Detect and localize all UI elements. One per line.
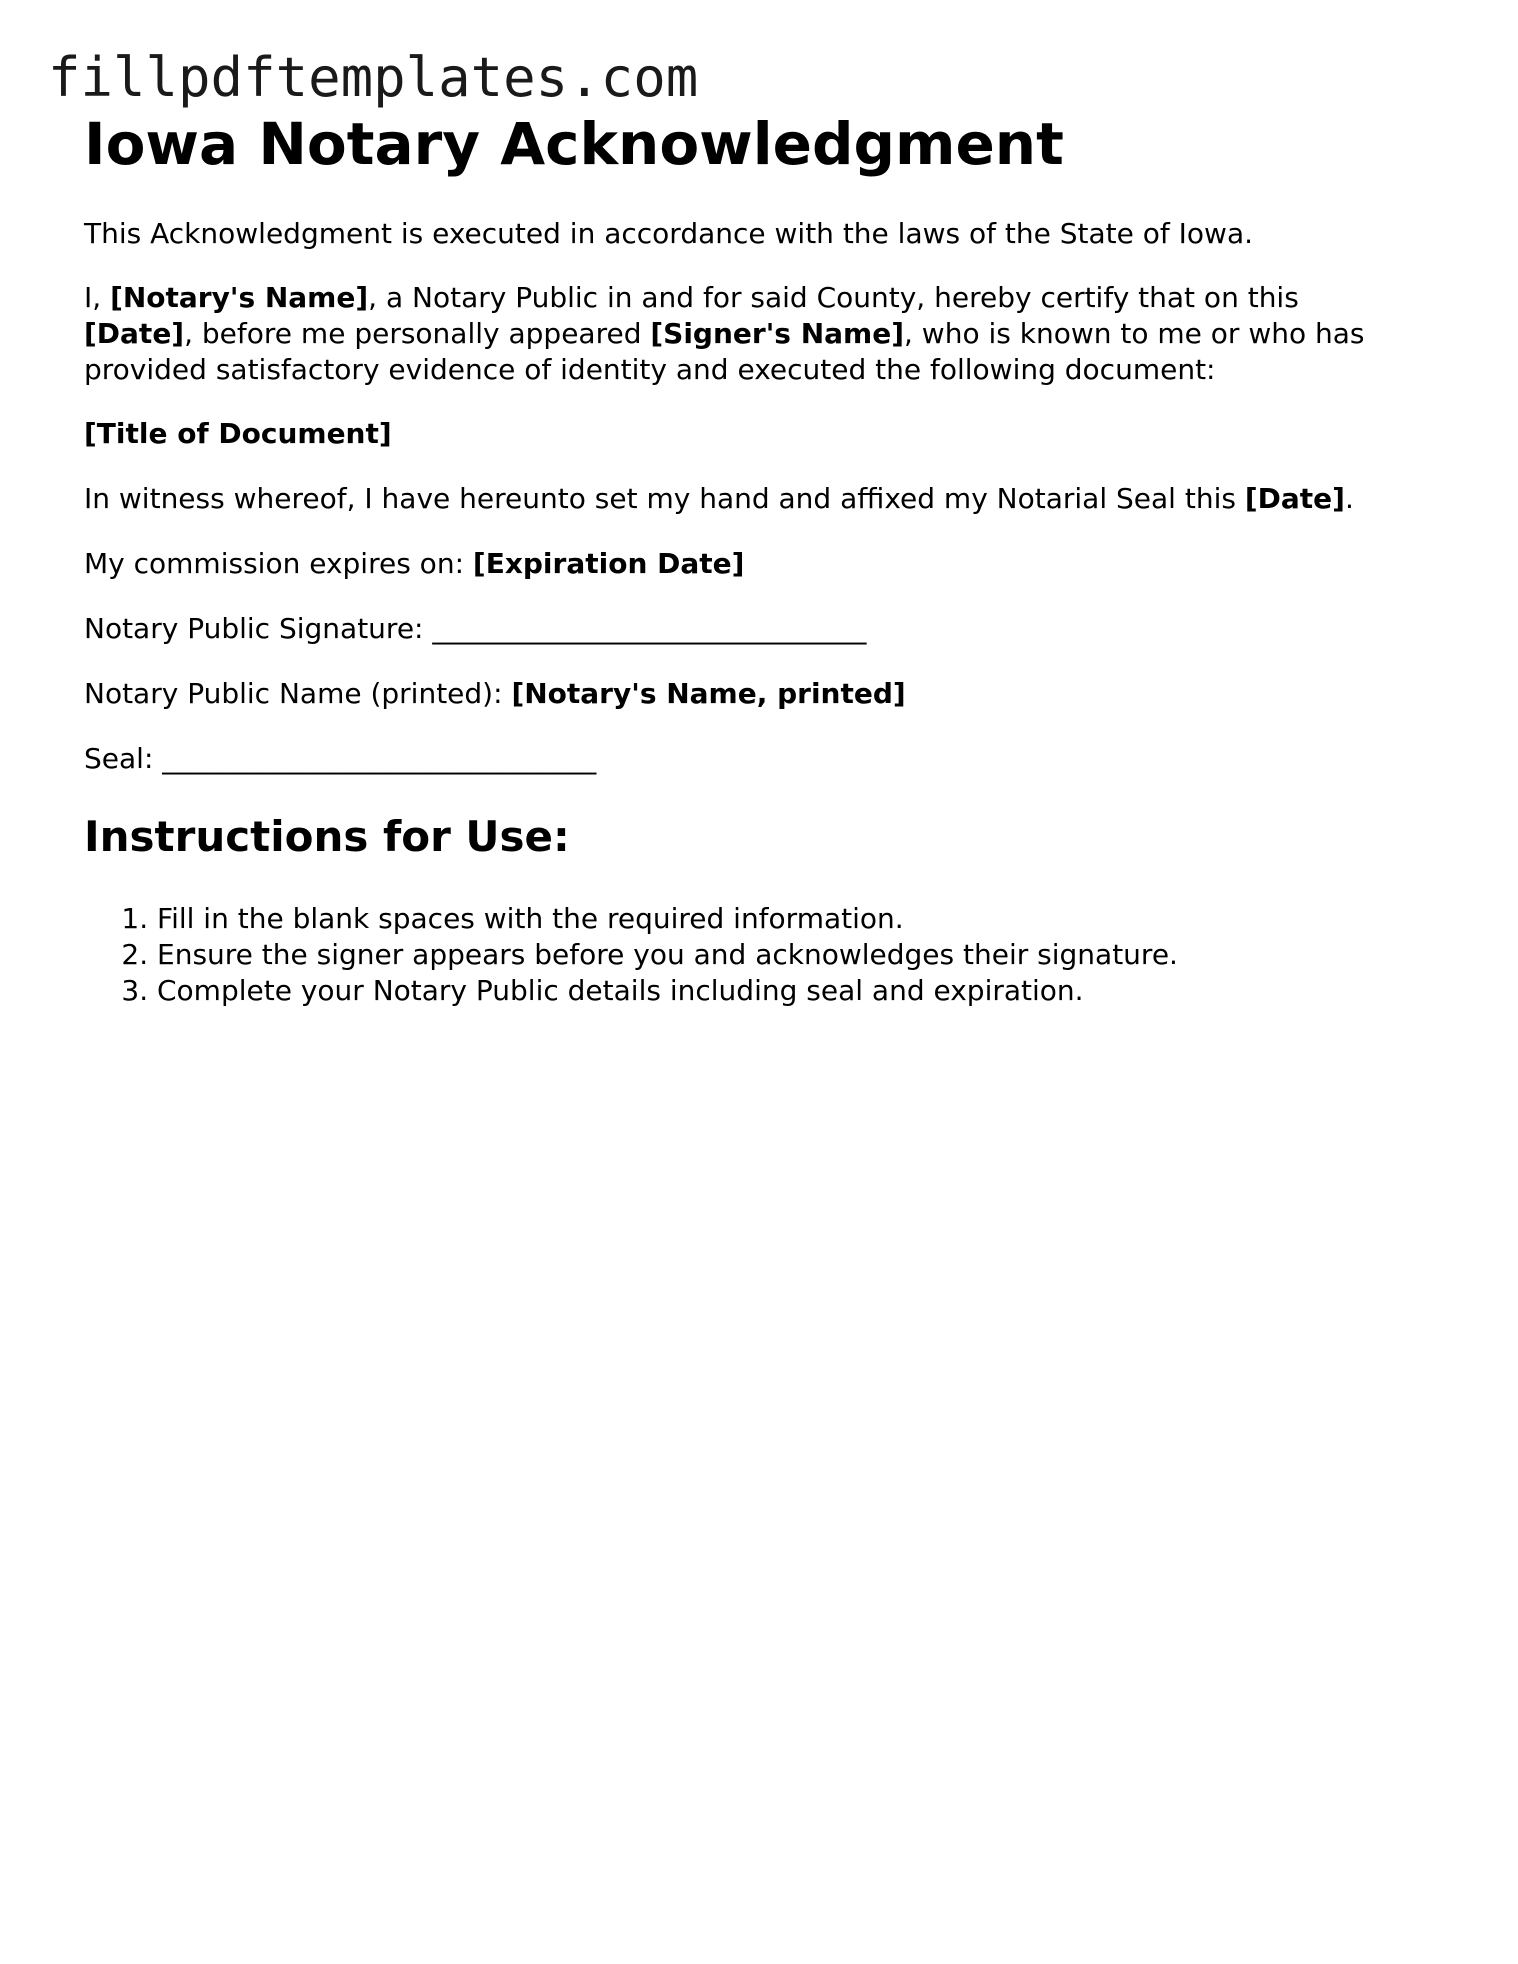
list-item: 3. Complete your Notary Public details including seal and expiration. bbox=[157, 973, 1464, 1009]
signature-line: _______________________________ bbox=[432, 612, 867, 645]
printed-name-placeholder: [Notary's Name, printed] bbox=[511, 677, 906, 710]
instructions-list bbox=[84, 901, 1464, 1009]
printed-name-label: Notary Public Name (printed): bbox=[84, 677, 512, 710]
title-of-document-placeholder: [Title of Document] bbox=[84, 417, 392, 450]
list-item: 2. Ensure the signer appears before you and acknowledges their signature. bbox=[157, 937, 1464, 973]
notary-name-placeholder: [Notary's Name] bbox=[110, 281, 369, 314]
witness-text: In witness whereof, I have hereunto set my hand and affixed my Notarial Seal this bbox=[84, 482, 1245, 515]
date-placeholder: [Date] bbox=[84, 317, 185, 350]
printed-name-paragraph bbox=[84, 676, 1464, 712]
cert-prefix: I, bbox=[84, 281, 111, 314]
document-title-placeholder-paragraph bbox=[84, 416, 1464, 452]
commission-label: My commission expires on: bbox=[84, 547, 473, 580]
intro-paragraph: This Acknowledgment is executed in accordance with the laws of the State of Iowa. bbox=[84, 217, 1253, 250]
instructions-heading: Instructions for Use: bbox=[84, 812, 570, 861]
seal-label: Seal: bbox=[84, 742, 163, 775]
cert-text-1: , a Notary Public in and for said County, hereby certify that on this bbox=[368, 281, 1299, 314]
signer-name-placeholder: [Signer's Name] bbox=[650, 317, 904, 350]
list-item: 1. Fill in the blank spaces with the required information. bbox=[157, 901, 1464, 937]
signature-paragraph bbox=[84, 611, 1464, 647]
seal-line: _______________________________ bbox=[162, 742, 597, 775]
witness-date-placeholder: [Date] bbox=[1244, 482, 1345, 515]
document-title: Iowa Notary Acknowledgment bbox=[84, 110, 1064, 178]
expiration-date-placeholder: [Expiration Date] bbox=[472, 547, 745, 580]
signature-label: Notary Public Signature: bbox=[84, 612, 433, 645]
witness-suffix: . bbox=[1344, 482, 1354, 515]
site-watermark: fillpdftemplates.com bbox=[48, 46, 699, 109]
commission-paragraph bbox=[84, 546, 1464, 582]
certification-paragraph bbox=[84, 280, 1414, 388]
witness-paragraph bbox=[84, 481, 1464, 517]
notary-document bbox=[84, 108, 1464, 1009]
cert-text-2: , before me personally appeared bbox=[184, 317, 651, 350]
seal-paragraph bbox=[84, 741, 1464, 777]
cert-text-3: , who is known to me or who has provided satisfactory evidence of identity and executed the following document: bbox=[84, 317, 1365, 386]
